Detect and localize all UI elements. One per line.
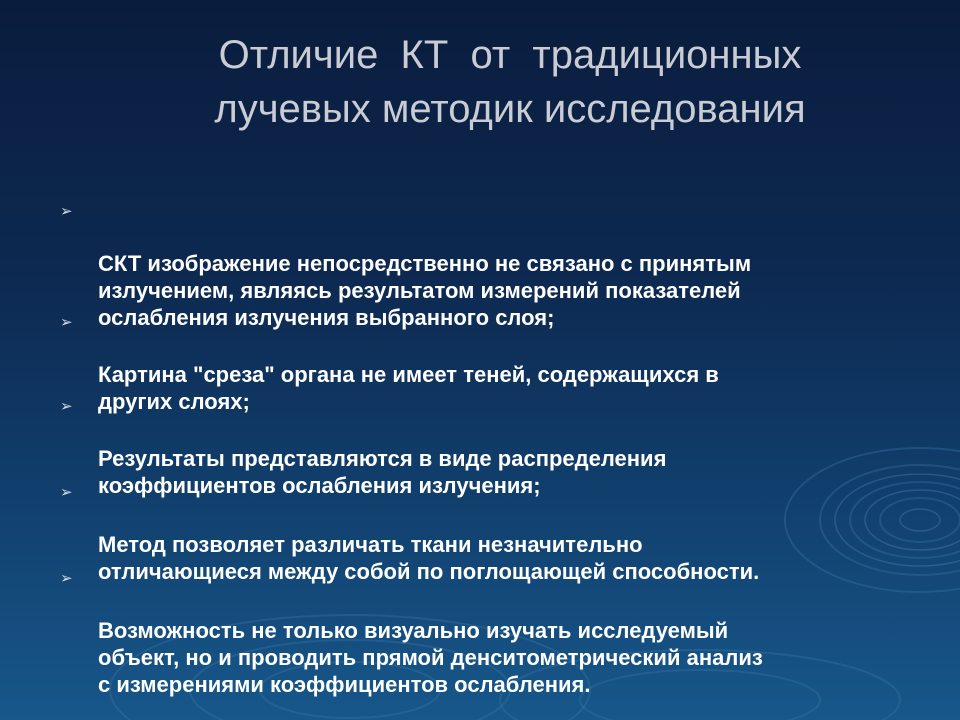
- bullet-text-3: Результаты представляются в виде распределения коэффициентов ослабления излучения;: [98, 446, 667, 498]
- bullet-item-5: [60, 563, 920, 698]
- bullet-item-4: [60, 477, 920, 584]
- bullet-text-2: Картина "среза" органа не имеет теней, содержащихся в других слоях;: [98, 362, 719, 414]
- bullet-text-1: СКТ изображение непосредственно не связано с принятым излучением, являясь результатом измерений показателей ослабления излучения выбранного слоя;: [98, 251, 752, 330]
- arrow-bullet-icon: ➢: [60, 314, 73, 331]
- arrow-bullet-icon: ➢: [60, 398, 73, 415]
- bullet-item-2: [60, 307, 920, 414]
- arrow-bullet-icon: ➢: [60, 203, 73, 220]
- bullet-text-4: Метод позволяет различать ткани незначительно отличающиеся между собой по поглощающей способности.: [98, 532, 760, 584]
- bullet-text-5: Возможность не только визуально изучать исследуемый объект, но и проводить прямой денситометрический анализ с измерениями коэффициентов ослабления.: [98, 618, 763, 697]
- slide-title: [160, 28, 860, 136]
- arrow-bullet-icon: ➢: [60, 484, 73, 501]
- bullet-list: [60, 196, 920, 698]
- slide-title-line-1: Отличие КТ от традиционных: [218, 33, 802, 77]
- bullet-item-1: [60, 196, 920, 330]
- slide-title-line-2: лучевых методик исследования: [214, 87, 806, 131]
- bullet-item-3: [60, 391, 920, 498]
- arrow-bullet-icon: ➢: [60, 570, 73, 587]
